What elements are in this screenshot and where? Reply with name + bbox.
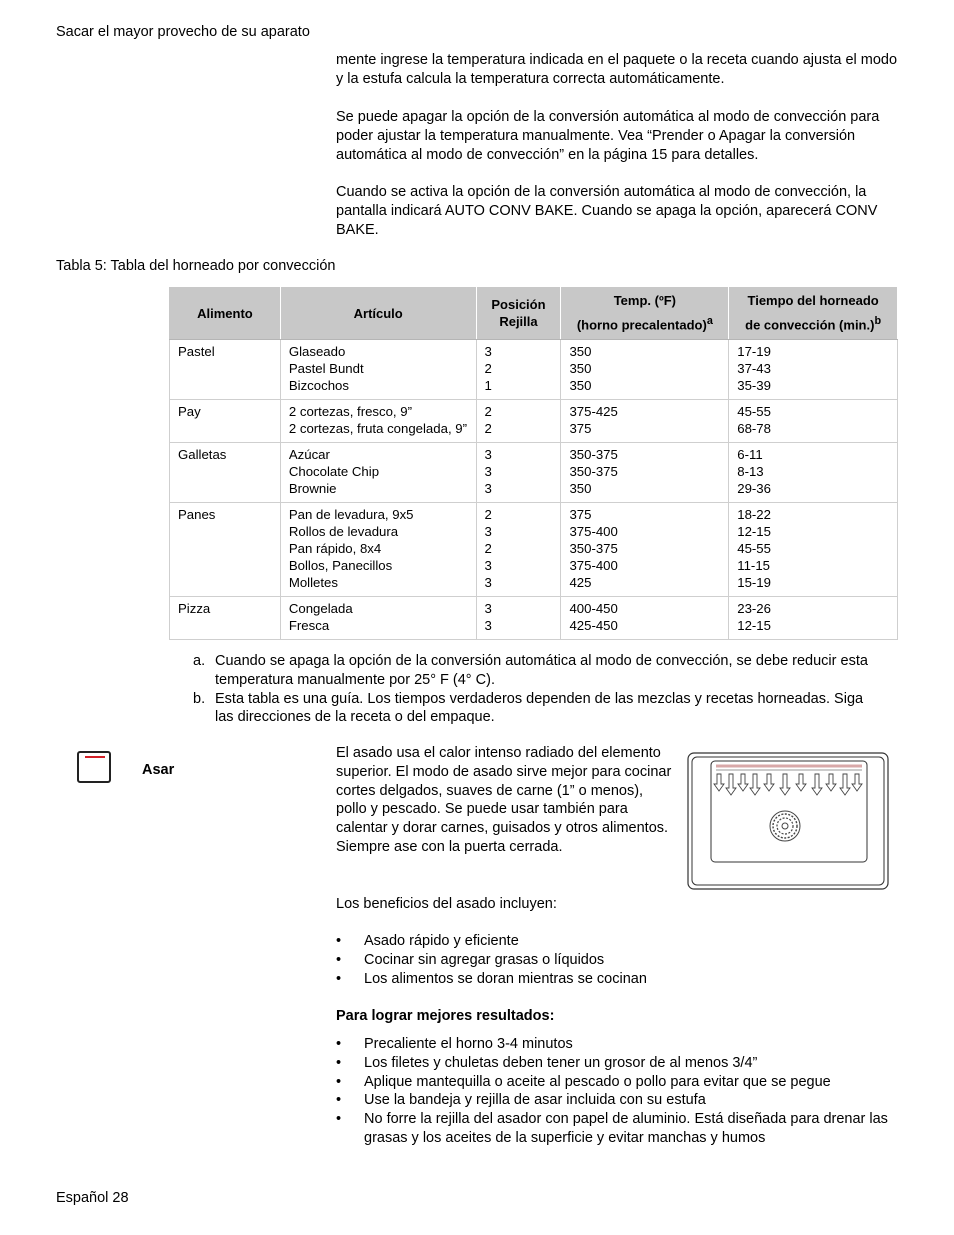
cell-articulo-line: 2 cortezas, fresco, 9” (288, 404, 412, 419)
intro-paragraph-3: Cuando se activa la opción de la conversión automática al modo de convección, la pantalla indicará AUTO CONV BAKE. Cuando se apaga la opción, aparecerá CONV BAKE. (336, 184, 878, 238)
cell-tiempo-line: 12-15 (737, 618, 771, 633)
footnote-label: b. (193, 690, 206, 707)
cell-posicion-line: 1 (484, 378, 492, 393)
cell-tiempo-line: 45-55 (737, 404, 771, 419)
table-row (170, 340, 898, 400)
cell-tiempo-line: 11-15 (737, 558, 770, 573)
cell-posicion-line: 2 (484, 361, 492, 376)
cell-posicion-line: 3 (484, 481, 492, 496)
cell-articulo-line: Pan rápido, 8x4 (288, 541, 382, 556)
cell-articulo-line: Bizcochos (288, 378, 349, 393)
cell-articulo (280, 340, 476, 400)
cell-tiempo-line: 45-55 (737, 541, 771, 556)
cell-tiempo-line: 17-19 (737, 344, 771, 359)
table-footnotes (193, 652, 883, 727)
list-item (336, 1073, 898, 1092)
footnote-label: a. (193, 653, 206, 669)
table-row (170, 597, 898, 640)
footnote-marker-a: a (706, 315, 713, 328)
header-temp-line2 (565, 311, 724, 335)
cell-temp (561, 400, 729, 443)
cell-articulo-line: Pan de levadura, 9x5 (288, 507, 414, 522)
bullet-dot: • (336, 933, 342, 949)
cell-alimento: Pastel (170, 340, 281, 400)
list-item (336, 970, 898, 989)
intro-paragraph-2: Se puede apagar la opción de la conversión automática al modo de convección para poder ajustar la temperatura manualmente. Vea “Prender o Apagar la conversión automática al modo de convección” en la página 15 para detalles. (336, 109, 880, 163)
cell-posicion-line: 3 (484, 464, 492, 479)
cell-temp-line: 425-450 (569, 618, 618, 633)
cell-posicion-line: 2 (484, 404, 492, 419)
table-header-row (170, 287, 898, 340)
benefits-list (336, 932, 898, 988)
cell-temp (561, 340, 729, 400)
header-tiempo-line2 (733, 311, 893, 335)
list-item (336, 1035, 898, 1054)
list-item (336, 1054, 898, 1073)
bullet-dot: • (336, 1092, 342, 1109)
broil-icon-element-bar (85, 756, 105, 758)
cell-articulo-line: Rollos de levadura (288, 524, 399, 539)
cell-temp-line: 425 (569, 575, 592, 590)
cell-temp-line: 350 (569, 344, 592, 359)
header-tiempo (729, 287, 898, 340)
footnote-b (193, 690, 883, 728)
header-tiempo-line2-text: de convección (min.) (745, 317, 875, 333)
list-item-text: Asado rápido y eficiente (364, 933, 519, 949)
bullet-dot: • (336, 1073, 342, 1090)
best-results-list (336, 1035, 898, 1148)
cell-posicion (476, 503, 561, 597)
header-posicion-line2: Rejilla (499, 314, 538, 329)
cell-tiempo-line: 37-43 (737, 361, 771, 376)
bullet-dot: • (336, 1054, 342, 1071)
cell-tiempo-line: 12-15 (737, 524, 771, 539)
cell-temp-line: 375-425 (569, 404, 618, 419)
list-item-text: No forre la rejilla del asador con papel de aluminio. Está diseñada para drenar las grasas y los aceites de la superficie y evitar manchas y humos (364, 1111, 888, 1146)
cell-articulo (280, 597, 476, 640)
cell-posicion-line: 3 (484, 575, 492, 590)
footnote-marker-b: b (874, 315, 882, 328)
cell-tiempo-line: 15-19 (737, 575, 771, 590)
cell-tiempo (729, 400, 898, 443)
asar-label: Asar (142, 762, 175, 778)
list-item (336, 951, 898, 970)
oven-broil-illustration (687, 752, 889, 890)
cell-tiempo (729, 597, 898, 640)
benefits-intro: Los beneficios del asado incluyen: (336, 896, 557, 912)
convection-baking-table (169, 286, 898, 640)
cell-tiempo (729, 503, 898, 597)
cell-articulo-line: Molletes (288, 575, 338, 590)
list-item-text: Cocinar sin agregar grasas o líquidos (364, 951, 605, 968)
cell-articulo (280, 400, 476, 443)
cell-temp (561, 503, 729, 597)
cell-temp-line: 350 (569, 361, 592, 376)
table-caption: Tabla 5: Tabla del horneado por convección (56, 258, 336, 274)
list-item-text: Los filetes y chuletas deben tener un grosor de al menos 3/4” (364, 1054, 758, 1071)
header-temp (561, 287, 729, 340)
cell-articulo-line: Azúcar (288, 447, 330, 462)
cell-temp-line: 375-400 (569, 524, 618, 539)
list-item (336, 932, 898, 951)
cell-temp (561, 597, 729, 640)
header-temp-line2-text: (horno precalentado) (576, 317, 707, 333)
cell-temp-line: 375 (569, 507, 592, 522)
list-item-text: Precaliente el horno 3-4 minutos (364, 1036, 573, 1052)
footnote-text: Esta tabla es una guía. Los tiempos verdaderos dependen de las mezclas y recetas horneadas. Siga las direcciones de la receta o del empaque. (215, 690, 864, 726)
bullet-dot: • (336, 1111, 342, 1128)
cell-tiempo-line: 18-22 (737, 507, 771, 522)
cell-tiempo-line: 68-78 (737, 421, 771, 436)
cell-articulo-line: Brownie (288, 481, 337, 496)
cell-articulo-line: Congelada (288, 601, 353, 616)
running-header: Sacar el mayor provecho de su aparato (56, 24, 310, 40)
cell-articulo (280, 503, 476, 597)
header-articulo: Artículo (280, 287, 476, 340)
cell-posicion-line: 3 (484, 344, 492, 359)
table-row (170, 400, 898, 443)
cell-posicion-line: 3 (484, 601, 492, 616)
cell-temp (561, 443, 729, 503)
oven-outer-frame (688, 753, 888, 889)
broil-icon (77, 751, 111, 783)
cell-posicion-line: 3 (484, 524, 492, 539)
cell-posicion (476, 400, 561, 443)
header-tiempo-line1: Tiempo del horneado (747, 293, 879, 309)
cell-tiempo (729, 443, 898, 503)
list-item (336, 1091, 898, 1110)
table-row (170, 503, 898, 597)
list-item-text: Aplique mantequilla o aceite al pescado o pollo para evitar que se pegue (364, 1073, 831, 1090)
cell-temp-line: 350 (569, 378, 592, 393)
cell-posicion-line: 3 (484, 447, 492, 462)
cell-alimento: Pizza (170, 597, 281, 640)
header-posicion-line1: Posición (491, 297, 546, 312)
table-row (170, 443, 898, 503)
cell-posicion-line: 2 (484, 541, 492, 556)
intro-paragraph-1: mente ingrese la temperatura indicada en el paquete o la receta cuando ajusta el modo y la estufa calcula la temperatura correcta automáticamente. (336, 52, 898, 87)
cell-articulo-line: Chocolate Chip (288, 464, 380, 479)
footnote-text: Cuando se apaga la opción de la conversión automática al modo de convección, se debe reducir esta temperatura manualmente por 25° F (4° C). (215, 653, 868, 688)
cell-posicion-line: 2 (484, 421, 492, 436)
asar-paragraph: El asado usa el calor intenso radiado del elemento superior. El modo de asado sirve mejor para cocinar cortes delgados, suaves de carne (1” o menos), pollo y pescado. Se puede usar también para calentar y dorar carnes, guisados y otros alimentos. Siempre ase con la puerta cerrada. (336, 745, 672, 855)
cell-posicion (476, 443, 561, 503)
cell-posicion-line: 3 (484, 558, 492, 573)
cell-tiempo-line: 8-13 (737, 464, 764, 479)
footnote-a (193, 652, 883, 690)
cell-articulo-line: Bollos, Panecillos (288, 558, 393, 573)
cell-posicion-line: 2 (484, 507, 492, 522)
cell-tiempo-line: 29-36 (737, 481, 771, 496)
cell-alimento: Galletas (170, 443, 281, 503)
cell-articulo-line: Fresca (288, 618, 330, 633)
best-results-title: Para lograr mejores resultados: (336, 1008, 555, 1024)
bullet-dot: • (336, 951, 342, 968)
cell-tiempo-line: 35-39 (737, 378, 771, 393)
cell-posicion-line: 3 (484, 618, 492, 633)
cell-tiempo-line: 6-11 (737, 447, 763, 462)
cell-articulo-line: Pastel Bundt (288, 361, 364, 376)
cell-temp-line: 350-375 (569, 541, 618, 556)
cell-posicion (476, 597, 561, 640)
bullet-dot: • (336, 970, 342, 987)
cell-temp-line: 350-375 (569, 447, 618, 462)
cell-temp-line: 350-375 (569, 464, 618, 479)
list-item-text: Los alimentos se doran mientras se cocinan (364, 970, 647, 987)
cell-articulo-line: 2 cortezas, fruta congelada, 9” (288, 421, 467, 436)
cell-tiempo-line: 23-26 (737, 601, 771, 616)
list-item-text: Use la bandeja y rejilla de asar incluida con su estufa (364, 1092, 706, 1109)
cell-tiempo (729, 340, 898, 400)
cell-alimento: Pay (170, 400, 281, 443)
cell-alimento: Panes (170, 503, 281, 597)
header-temp-line1: Temp. (ºF) (613, 293, 676, 309)
bullet-dot: • (336, 1036, 342, 1052)
page-number: Español 28 (56, 1190, 129, 1206)
cell-articulo-line: Glaseado (288, 344, 346, 359)
cell-temp-line: 375-400 (569, 558, 618, 573)
cell-articulo (280, 443, 476, 503)
cell-posicion (476, 340, 561, 400)
cell-temp-line: 350 (569, 481, 592, 496)
header-posicion (476, 287, 561, 340)
list-item (336, 1110, 898, 1148)
cell-temp-line: 375 (569, 421, 592, 436)
cell-temp-line: 400-450 (569, 601, 618, 616)
header-alimento: Alimento (170, 287, 281, 340)
